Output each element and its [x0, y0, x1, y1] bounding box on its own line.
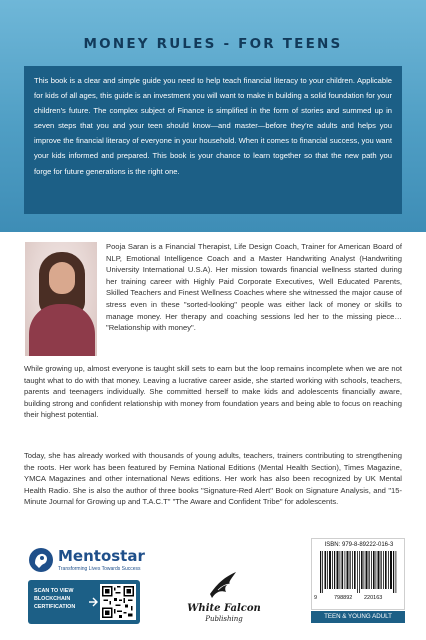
mentostar-name: Mentostar	[58, 547, 145, 565]
isbn-number: ISBN: 979-8-89222-016-3	[324, 542, 394, 548]
publisher-name: White Falcon	[187, 603, 261, 614]
qr-code-icon	[102, 586, 134, 618]
mentostar-logo	[28, 545, 178, 575]
arrow-icon	[88, 596, 98, 608]
author-shoulders	[29, 304, 95, 356]
barcode-digit-prefix: 9	[314, 595, 318, 601]
author-bio-paragraph-3: Today, she has already worked with thousands of young adults, teachers, trainers contributing to strengthening the roots. Her work has been featured by Femina National Editions (Mental Health Section), Times Magazine, YMCA Magazines and other international News editions. Her work has also been recognized by UK Mental Health Radio. She is also the author of three books "Signature-Red Alert" Book on Signature Analysis, and "15-Minute Journal for Growing up and T.A.C.T" "The Aware and Confident Tribe" for adolescents.	[24, 451, 402, 507]
barcode-digits-right: 220163	[364, 595, 383, 601]
scan-instruction: SCAN TO VIEW BLOCKCHAIN CERTIFICATION	[34, 588, 76, 610]
blockchain-scan-box	[28, 580, 140, 624]
author-bio-intro: Pooja Saran is a Financial Therapist, Life Design Coach, Trainer for American Board of NLP, Emotional Intelligence Coach and a Master Handwriting Analyst (Handwriting University International U.S.A). Her mission towards financial wellness started during her training career with Highly Paid Corporate Executives, Well Educated Parents, Skilled Teachers and Finest Wellness Coaches where she witnessed the major cause of stress even in these "sorted-looking" people was either lack of money or skills to manage money. Her therapy and coaching sessions led her to the missing piece… "Relationship with money".	[106, 242, 402, 333]
author-bio-paragraph-2: While growing up, almost everyone is taught skill sets to earn but the loop remains incomplete when we are not taught what to do with that money. Leaving a lucrative career aside, she started working with schools, teachers, parents and teenagers individually. She committed herself to make kids and adolescents financially aware, building strong and confident relationship with money from foundation years and being able to focus on reaching their highest potential.	[24, 364, 402, 420]
publisher-sub: Publishing	[205, 615, 243, 623]
publisher-logo	[184, 568, 264, 632]
book-title: MONEY RULES - FOR TEENS	[83, 36, 343, 52]
falcon-icon	[206, 568, 242, 604]
mentostar-brain-icon	[28, 547, 54, 573]
author-face	[49, 262, 75, 294]
category-label: TEEN & YOUNG ADULT	[311, 611, 405, 623]
book-description: This book is a clear and simple guide you need to help teach financial literacy to your children. Applicable for kids of all ages, this guide is an investment you will want to make in building a solid foundation for your children's future. The complex subject of Finance is simplified in the form of stories and summed up in seven steps that you and your teen should know—and master—before they're adults and helps you improve the financial literacy of everyone in your household. When it comes to financial success, you want your kids informed and prepared. This book is your chance to learn together so that the new path you forge for future generations is the right one.	[24, 66, 402, 214]
isbn-barcode-box	[311, 538, 405, 610]
barcode	[320, 551, 398, 593]
author-photo	[25, 242, 97, 356]
qr-code[interactable]	[100, 584, 136, 620]
barcode-digits-left: 798892	[334, 595, 353, 601]
mentostar-tagline: Transforming Lives Towards Success	[58, 566, 141, 572]
